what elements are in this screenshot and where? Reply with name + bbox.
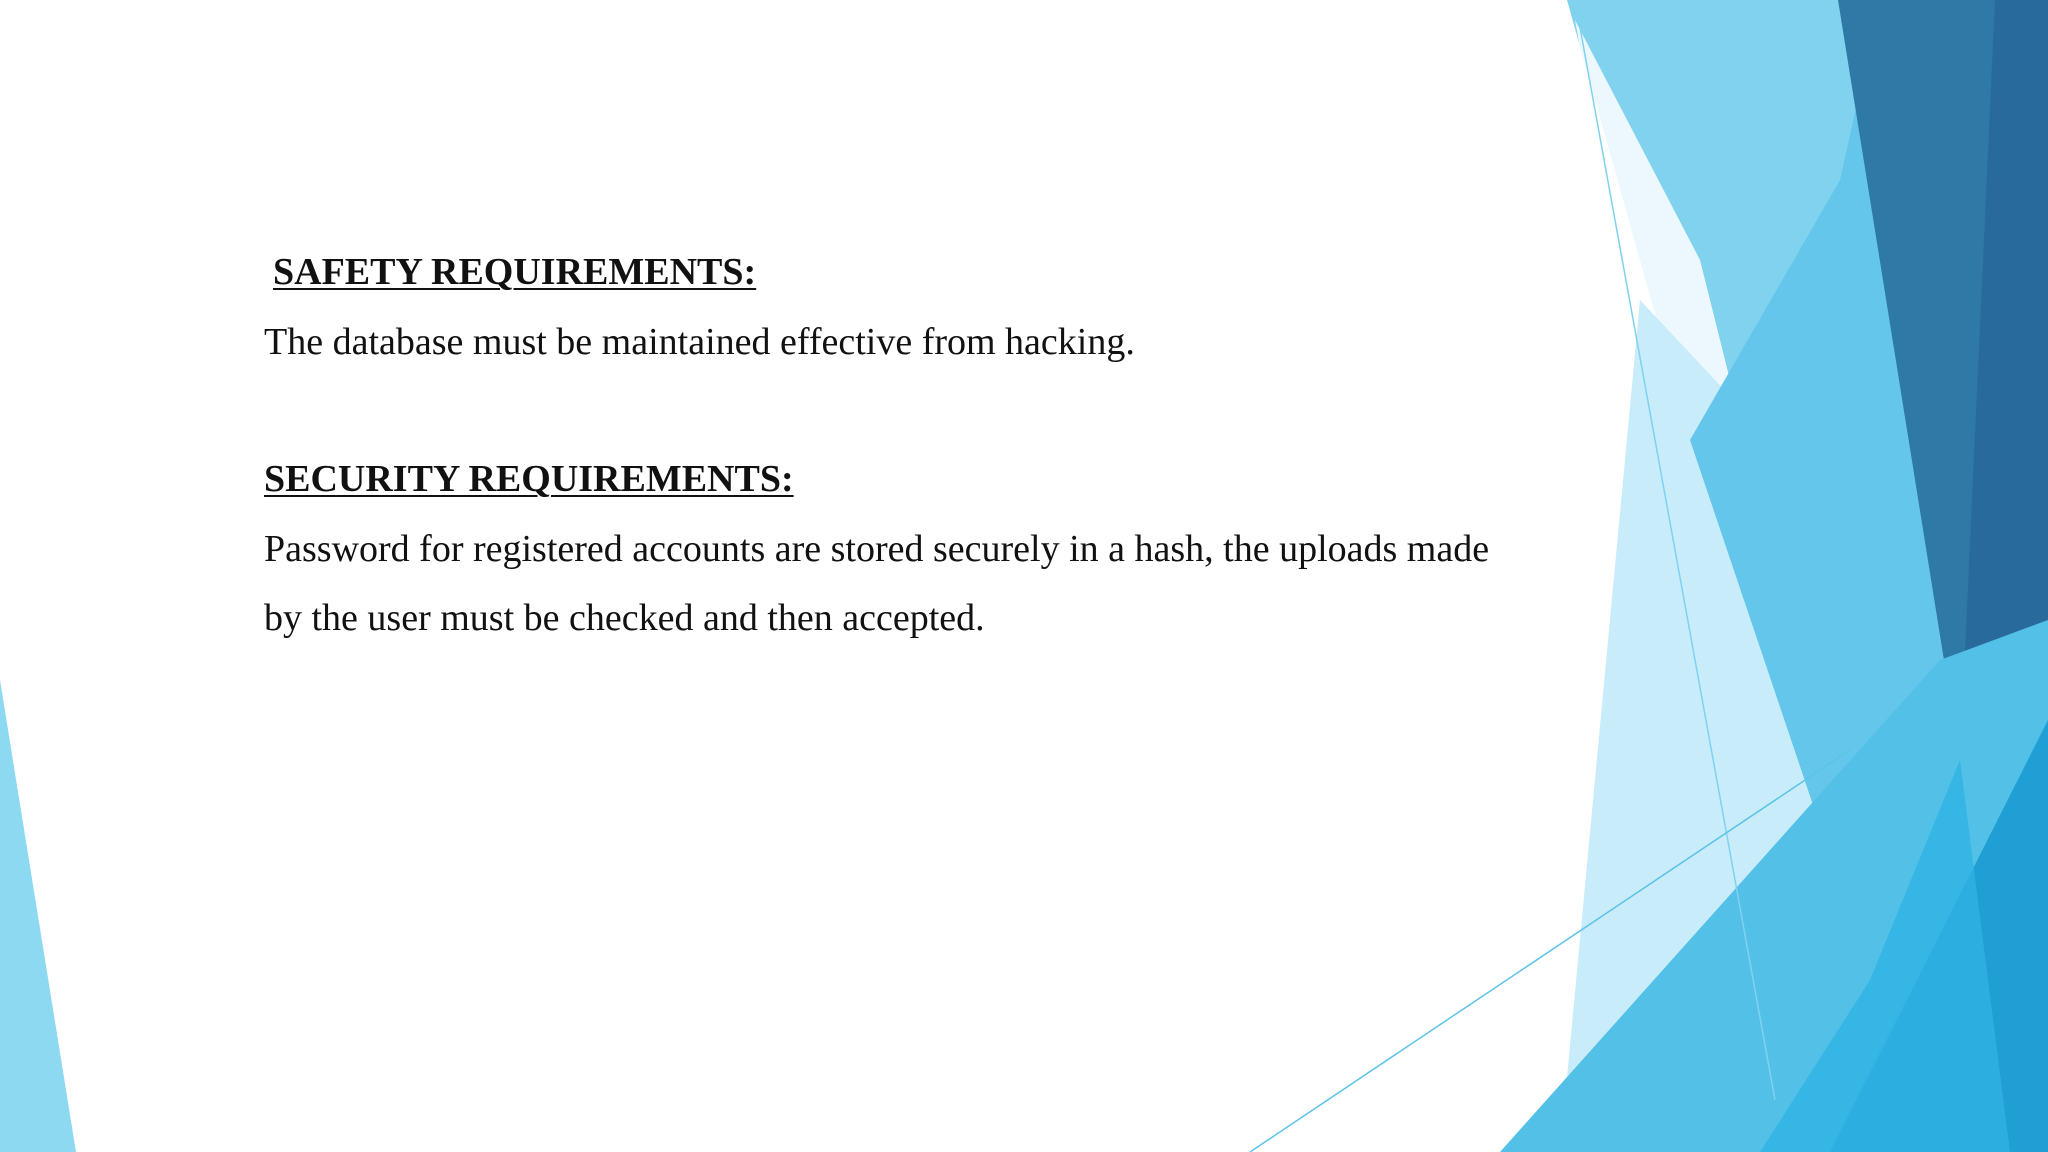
safety-section: [264, 250, 1135, 377]
security-body-line-2: by the user must be checked and then accepted.: [264, 596, 985, 639]
safety-body: The database must be maintained effective from hacking.: [264, 320, 1135, 363]
security-body-line-1: Password for registered accounts are stored securely in a hash, the uploads made: [264, 527, 1490, 570]
security-heading: SECURITY REQUIREMENTS:: [264, 458, 794, 500]
security-section: [264, 457, 1489, 653]
safety-heading: SAFETY REQUIREMENTS:: [273, 251, 757, 293]
left-accent-shape: [0, 680, 76, 1152]
